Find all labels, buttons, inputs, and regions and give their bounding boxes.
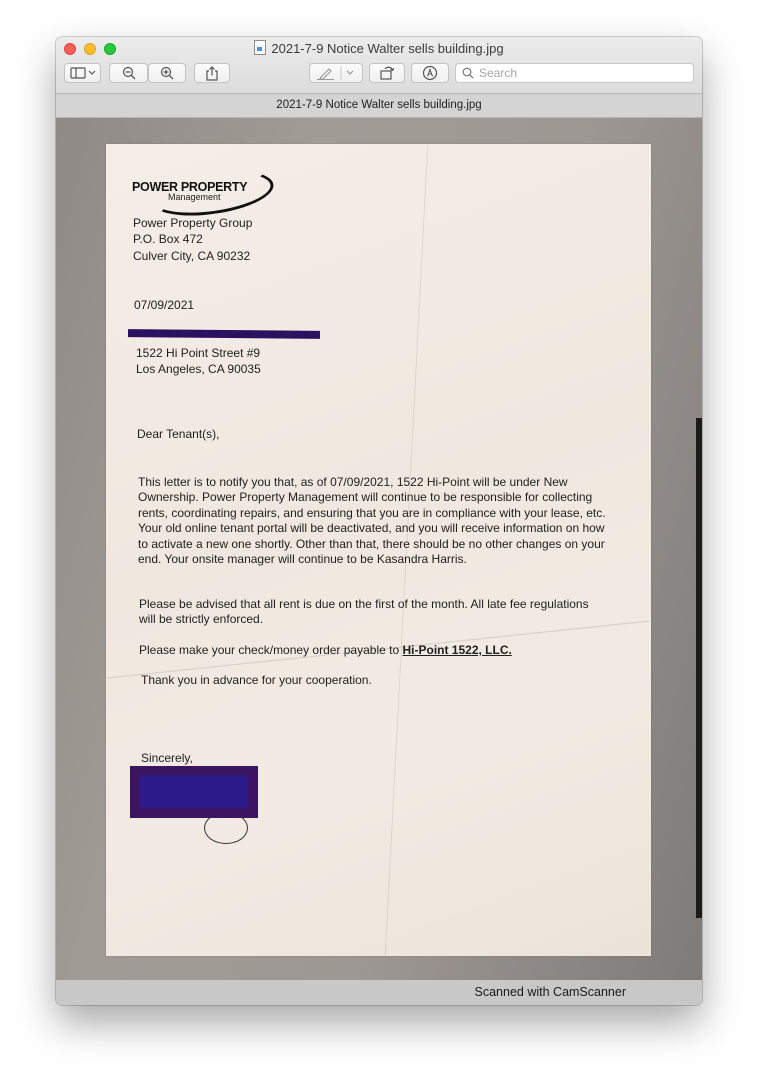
sender-line: Culver City, CA 90232 <box>133 249 251 263</box>
payable-line <box>139 643 512 659</box>
scan-background-edge <box>696 418 702 918</box>
camscanner-watermark: Scanned with CamScanner <box>474 985 626 999</box>
closing: Sincerely, <box>141 751 193 765</box>
scanned-letter <box>106 144 651 956</box>
search-field[interactable] <box>455 63 694 83</box>
logo-subtext: Management <box>168 192 221 202</box>
thanks-line: Thank you in advance for your cooperation. <box>141 673 372 687</box>
document-tab[interactable]: 2021-7-9 Notice Walter sells building.jpg <box>56 94 702 118</box>
zoom-in-icon <box>160 66 174 80</box>
salutation: Dear Tenant(s), <box>137 427 220 441</box>
zoom-out-icon <box>122 66 136 80</box>
signature-redaction <box>130 766 258 818</box>
markup-pen-icon <box>314 66 358 80</box>
window-title-text: 2021-7-9 Notice Walter sells building.jpg <box>271 41 504 56</box>
signature-redaction-inner <box>140 775 248 808</box>
body-line: Please be advised that all rent is due on the first of the month. All late fee regulations <box>139 597 589 611</box>
sidebar-button[interactable] <box>64 63 101 83</box>
image-viewport[interactable] <box>56 118 702 980</box>
title-bar[interactable] <box>56 37 702 94</box>
letter-date: 07/09/2021 <box>134 298 195 312</box>
company-logo <box>130 172 272 212</box>
rotate-icon <box>379 66 395 80</box>
markup-button[interactable] <box>309 63 363 83</box>
share-icon <box>206 66 218 81</box>
window-title <box>56 40 702 58</box>
body-line: Ownership. Power Property Management will continue to be responsible for collecting <box>138 490 593 504</box>
body-line: will be strictly enforced. <box>139 612 264 626</box>
chevron-down-icon <box>347 71 353 74</box>
rotate-button[interactable] <box>369 63 405 83</box>
payable-name: Hi-Point 1522, LLC. <box>402 643 512 657</box>
annotate-icon <box>422 65 438 81</box>
body-line: Your old online tenant portal will be deactivated, and you will receive information on how <box>138 521 605 535</box>
share-button[interactable] <box>194 63 230 83</box>
chevron-down-icon <box>89 71 95 74</box>
search-input[interactable] <box>479 66 679 80</box>
body-line: This letter is to notify you that, as of 07/09/2021, 1522 Hi-Point will be under New <box>138 475 568 489</box>
recipient-line: Los Angeles, CA 90035 <box>136 362 261 376</box>
payable-prefix: Please make your check/money order payable to <box>139 643 403 657</box>
body-line: rents, coordinating repairs, and ensuring that you are in compliance with your lease, etc. <box>138 506 606 520</box>
search-icon <box>462 67 474 79</box>
preview-window <box>56 37 702 1005</box>
sender-line: P.O. Box 472 <box>133 232 203 246</box>
annotate-button[interactable] <box>411 63 449 83</box>
recipient-name-redaction <box>128 329 320 339</box>
body-line: end. Your onsite manager will continue to be Kasandra Harris. <box>138 552 467 566</box>
image-footer <box>56 980 702 1005</box>
sidebar-icon <box>70 67 96 79</box>
logo-text: POWER PROPERTY <box>132 180 248 194</box>
zoom-out-button[interactable] <box>109 63 148 83</box>
document-icon <box>254 40 266 55</box>
recipient-line: 1522 Hi Point Street #9 <box>136 346 261 360</box>
zoom-in-button[interactable] <box>148 63 186 83</box>
sender-line: Power Property Group <box>133 216 253 230</box>
body-line: to activate a new one shortly. Other than that, there should be no other changes on your <box>138 537 605 551</box>
